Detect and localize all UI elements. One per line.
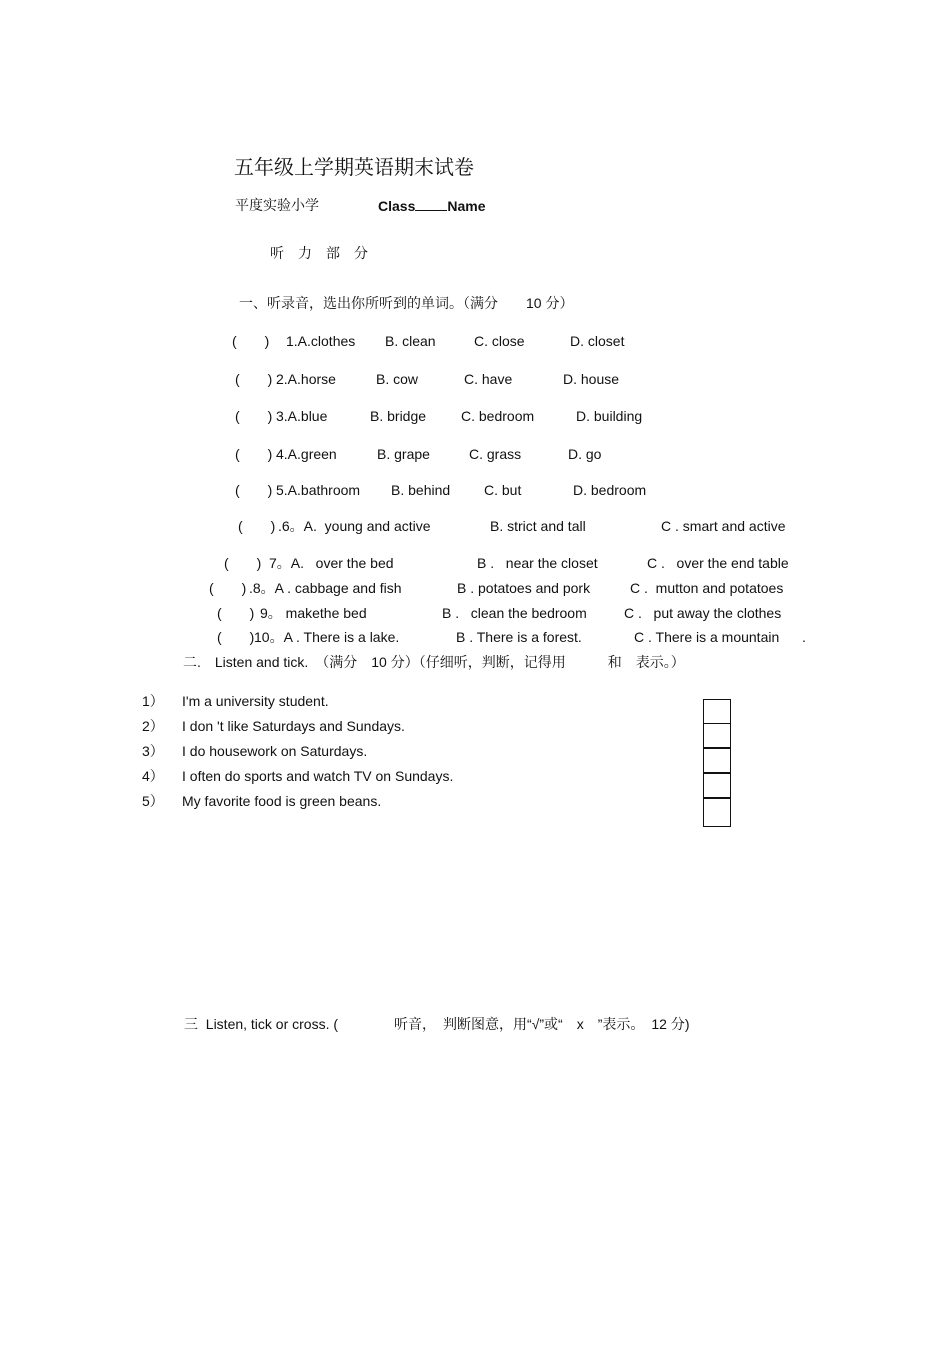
option-a: 1.A.clothes [286,333,356,349]
tick-box[interactable] [703,699,731,724]
sentence-number: 1） [142,693,164,709]
tick-box[interactable] [703,798,731,827]
option-a: 10。A . There is a lake. [254,629,400,645]
answer-bracket: ( ) [217,605,255,621]
option-b: B. clean [385,333,436,349]
tick-box[interactable] [703,748,731,773]
option-c: C . over the end table [647,555,789,571]
option-d: D. building [576,408,643,424]
part3-instruction: 三 Listen, tick or cross. ( 听音， 判断图意，用“√”或“ x ”表示。 12 分) [184,1016,690,1032]
option-c: C . put away the clothes [624,605,782,621]
class-blank [415,196,447,211]
answer-bracket: ( ) [217,629,255,645]
class-label: Class [378,198,416,214]
sentence-number: 3） [142,743,164,759]
option-a: 3.A.blue [276,408,328,424]
option-d: D. closet [570,333,625,349]
answer-bracket: ( ) [235,371,273,387]
part2-instruction: 二. Listen and tick. （满分 10 分）（仔细听，判断，记得用 和 表示。） [183,654,685,670]
option-c: C . There is a mountain [634,629,780,645]
option-c: C. but [484,482,522,498]
option-c: C. close [474,333,525,349]
sentence-number: 2） [142,718,164,734]
option-a: 5.A.bathroom [276,482,361,498]
answer-bracket: ( ) [224,555,262,571]
option-c: C. bedroom [461,408,535,424]
answer-bracket: ( ) [238,518,276,534]
option-b: B. grape [377,446,430,462]
option-b: B. strict and tall [490,518,586,534]
option-b: B . There is a forest. [456,629,582,645]
option-c: C. grass [469,446,522,462]
option-b: B. bridge [370,408,427,424]
option-b: B . clean the bedroom [442,605,587,621]
sentence-number: 5） [142,793,164,809]
answer-bracket: ( ) [209,580,247,596]
answer-bracket: ( ) [235,408,273,424]
tick-box[interactable] [703,773,731,798]
option-a: .6。A. young and active [278,518,431,534]
option-b: B . near the closet [477,555,598,571]
answer-bracket: ( ) [235,446,273,462]
option-b: B. behind [391,482,451,498]
answer-bracket: ( ) [232,333,270,349]
sentence-text: I don 't like Saturdays and Sundays. [182,718,405,734]
sentence-number: 4） [142,768,164,784]
sentence-text: I do housework on Saturdays. [182,743,368,759]
part1-instruction: 一、听录音，选出你所听到的单词。（满分 10 分） [239,295,574,311]
tick-box[interactable] [703,723,731,748]
option-a: .8。A . cabbage and fish [249,580,402,596]
sentence-text: My favorite food is green beans. [182,793,382,809]
option-d: D. bedroom [573,482,647,498]
option-a: 2.A.horse [276,371,336,387]
option-d: D. house [563,371,620,387]
page-title: 五年级上学期英语期末试卷 [234,155,474,179]
option-c: C. have [464,371,513,387]
class-name-line [378,196,486,215]
section-heading-listening: 听 力 部 分 [270,245,368,261]
option-d: . [802,629,806,645]
sentence-text: I often do sports and watch TV on Sundays. [182,768,454,784]
school-name: 平度实验小学 [235,197,319,213]
option-a: 4.A.green [276,446,337,462]
option-a: 9。 makethe bed [260,605,367,621]
sentence-text: I'm a university student. [182,693,329,709]
option-c: C . smart and active [661,518,786,534]
option-b: B. cow [376,371,419,387]
name-label: Name [447,198,486,214]
option-c: C . mutton and potatoes [630,580,784,596]
answer-bracket: ( ) [235,482,273,498]
option-b: B . potatoes and pork [457,580,591,596]
option-d: D. go [568,446,602,462]
option-a: 7。A. over the bed [269,555,394,571]
